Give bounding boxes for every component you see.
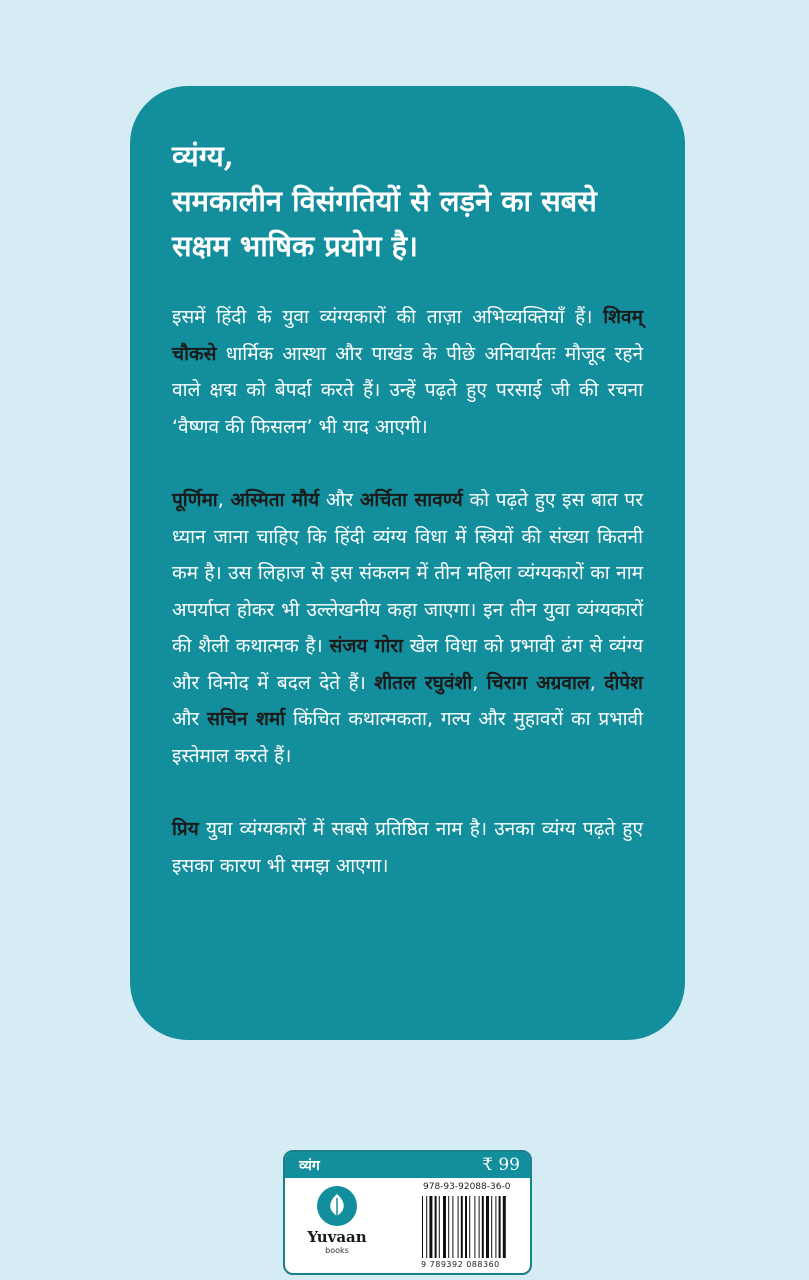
category-label: व्यंग <box>299 1157 320 1174</box>
author-deepesh: दीपेश <box>604 671 643 694</box>
p1-text-1: इसमें हिंदी के युवा व्यंग्यकारों की ताज़ा अभिव्यक्तियाँ हैं। <box>172 306 593 328</box>
author-chirag: चिराग अग्रवाल <box>486 671 590 694</box>
author-archita: अर्चिता सावर्ण्य <box>359 489 463 511</box>
blurb-panel <box>130 86 685 1040</box>
headline-line-3: सक्षम भाषिक प्रयोग है। <box>172 229 419 263</box>
separator: और <box>172 708 208 730</box>
publisher-subname: books <box>325 1246 349 1255</box>
p1-text-2: धार्मिक आस्था और पाखंड के पीछे अनिवार्यतः मौजूद रहने वाले क्षद्म को बेपर्दा करते हैं। उन्हें पढ़ते हुए परसाई जी की रचना ‘वैष्णव की फिसलन’ भी याद आएगी। <box>172 342 643 438</box>
paragraph-3 <box>172 811 643 884</box>
separator: और <box>319 489 360 511</box>
paragraph-2 <box>172 482 643 774</box>
author-sanjay: संजय गोरा <box>329 635 404 657</box>
barcode-digits: 9 789392 088360 <box>421 1260 500 1269</box>
p2-text-1: को पढ़ते हुए इस बात पर ध्यान जाना चाहिए कि हिंदी व्यंग्य विधा में स्त्रियों की संख्या कितनी कम है। उस लिहाज से इस संकलन में तीन महिला व्यंग्यकारों का नाम अपर्याप्त होकर भी उल्लेखनीय कहा जाएगा। इन तीन युवा व्यंग्यकारों की शैली कथात्मक है। <box>172 489 643 657</box>
headline-line-2: समकालीन विसंगतियों से लड़ने का सबसे <box>172 184 597 218</box>
author-shivam: शिवम् चौकसे <box>172 306 643 365</box>
barcode-bars <box>421 1196 521 1258</box>
leaf-icon <box>317 1186 357 1226</box>
paragraph-1 <box>172 299 643 445</box>
headline-line-1: व्यंग्य, <box>172 139 234 173</box>
publisher-logo <box>301 1186 373 1255</box>
p2-text-2: खेल विधा को प्रभावी ढंग से व्यंग्य और विनोद में बदल देते हैं। <box>172 635 643 694</box>
barcode-box <box>283 1150 532 1275</box>
barcode-header <box>285 1152 530 1178</box>
separator: , <box>472 671 487 694</box>
separator: , <box>589 671 605 694</box>
author-priya: प्रिय <box>172 818 199 840</box>
isbn-number: 978-93-92088-36-0 <box>423 1182 511 1192</box>
author-sheetal: शीतल रघुवंशी <box>374 671 473 694</box>
publisher-name: Yuvaan <box>307 1228 367 1246</box>
price-label: ₹ 99 <box>482 1155 520 1175</box>
headline <box>172 134 643 269</box>
p3-text-1: युवा व्यंग्यकारों में सबसे प्रतिष्ठित नाम है। उनका व्यंग्य पढ़ते हुए इसका कारण भी समझ आएगा। <box>172 818 643 877</box>
p2-text-3: किंचित कथात्मकता, गल्प और मुहावरों का प्रभावी इस्तेमाल करते हैं। <box>172 708 643 767</box>
author-sachin: सचिन शर्मा <box>207 708 286 730</box>
author-purnima: पूर्णिमा <box>172 489 218 511</box>
separator: , <box>217 489 231 511</box>
author-asmita: अस्मिता मौर्य <box>230 489 320 511</box>
